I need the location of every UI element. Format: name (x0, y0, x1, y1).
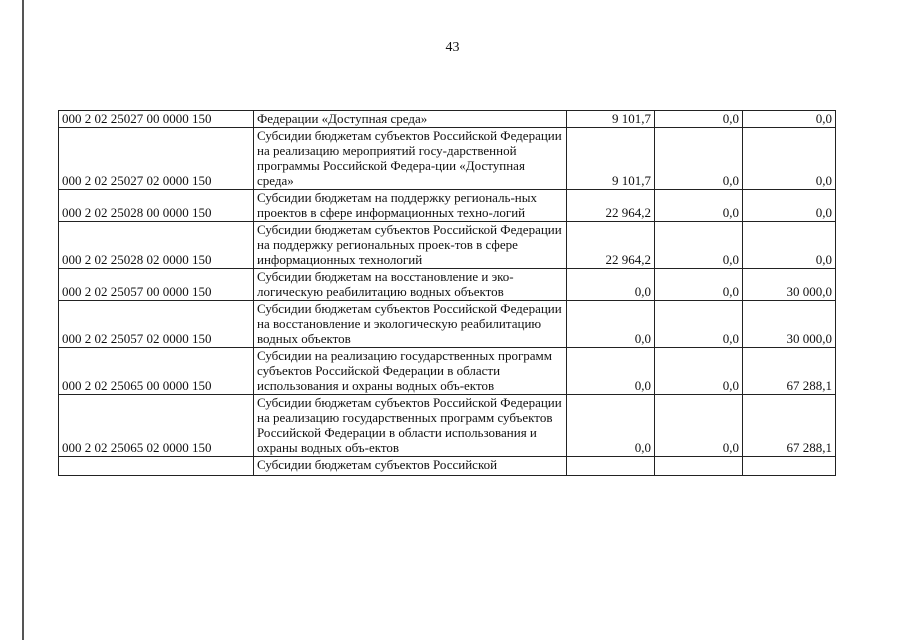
amount-year3-cell: 67 288,1 (743, 395, 836, 457)
amount-year1-cell: 0,0 (567, 348, 655, 395)
budget-code-cell: 000 2 02 25028 00 0000 150 (59, 190, 254, 222)
table-row (59, 301, 836, 348)
budget-code-cell: 000 2 02 25065 00 0000 150 (59, 348, 254, 395)
amount-year3-cell: 0,0 (743, 128, 836, 190)
page-number: 43 (445, 40, 460, 55)
amount-year1-cell: 9 101,7 (567, 128, 655, 190)
budget-code-cell: 000 2 02 25027 02 0000 150 (59, 128, 254, 190)
table-row (59, 190, 836, 222)
table-row (59, 128, 836, 190)
amount-year3-cell (743, 457, 836, 476)
amount-year1-cell: 0,0 (567, 269, 655, 301)
description-cell: Субсидии бюджетам субъектов Российской (254, 457, 567, 476)
description-cell: Субсидии бюджетам на восстановление и эко-логическую реабилитацию водных объектов (254, 269, 567, 301)
amount-year1-cell: 9 101,7 (567, 111, 655, 128)
amount-year1-cell: 0,0 (567, 395, 655, 457)
description-cell: Субсидии бюджетам на поддержку региональ-ных проектов в сфере информационных техно-логий (254, 190, 567, 222)
budget-code-cell: 000 2 02 25027 00 0000 150 (59, 111, 254, 128)
amount-year2-cell: 0,0 (655, 111, 743, 128)
table-row (59, 269, 836, 301)
budget-code-cell (59, 457, 254, 476)
description-cell: Субсидии бюджетам субъектов Российской Федерации на реализацию государственных программ субъектов Российской Федерации в области использования и охраны водных объ-ектов (254, 395, 567, 457)
description-cell: Субсидии бюджетам субъектов Российской Федерации на поддержку региональных проек-тов в сфере информационных технологий (254, 222, 567, 269)
amount-year2-cell: 0,0 (655, 395, 743, 457)
amount-year3-cell: 30 000,0 (743, 269, 836, 301)
scan-edge-line (22, 0, 24, 640)
description-cell: Субсидии бюджетам субъектов Российской Федерации на восстановление и экологическую реабилитацию водных объектов (254, 301, 567, 348)
budget-code-cell: 000 2 02 25028 02 0000 150 (59, 222, 254, 269)
description-cell: Субсидии на реализацию государственных программ субъектов Российской Федерации в области использования и охраны водных объ-ектов (254, 348, 567, 395)
budget-code-cell: 000 2 02 25065 02 0000 150 (59, 395, 254, 457)
budget-code-cell: 000 2 02 25057 02 0000 150 (59, 301, 254, 348)
table-row-partial (59, 457, 836, 476)
table-row (59, 222, 836, 269)
description-cell: Федерации «Доступная среда» (254, 111, 567, 128)
amount-year1-cell (567, 457, 655, 476)
budget-revenue-table (58, 110, 836, 476)
amount-year3-cell: 0,0 (743, 111, 836, 128)
amount-year1-cell: 0,0 (567, 301, 655, 348)
table-row (59, 348, 836, 395)
amount-year2-cell: 0,0 (655, 222, 743, 269)
amount-year1-cell: 22 964,2 (567, 222, 655, 269)
table-row (59, 395, 836, 457)
description-cell: Субсидии бюджетам субъектов Российской Федерации на реализацию мероприятий госу-дарственной программы Российской Федера-ции «Доступная среда» (254, 128, 567, 190)
amount-year3-cell: 0,0 (743, 190, 836, 222)
amount-year2-cell: 0,0 (655, 190, 743, 222)
amount-year3-cell: 30 000,0 (743, 301, 836, 348)
budget-code-cell: 000 2 02 25057 00 0000 150 (59, 269, 254, 301)
amount-year2-cell: 0,0 (655, 269, 743, 301)
amount-year1-cell: 22 964,2 (567, 190, 655, 222)
amount-year2-cell (655, 457, 743, 476)
amount-year3-cell: 67 288,1 (743, 348, 836, 395)
amount-year2-cell: 0,0 (655, 348, 743, 395)
table-row (59, 111, 836, 128)
amount-year2-cell: 0,0 (655, 301, 743, 348)
amount-year2-cell: 0,0 (655, 128, 743, 190)
amount-year3-cell: 0,0 (743, 222, 836, 269)
